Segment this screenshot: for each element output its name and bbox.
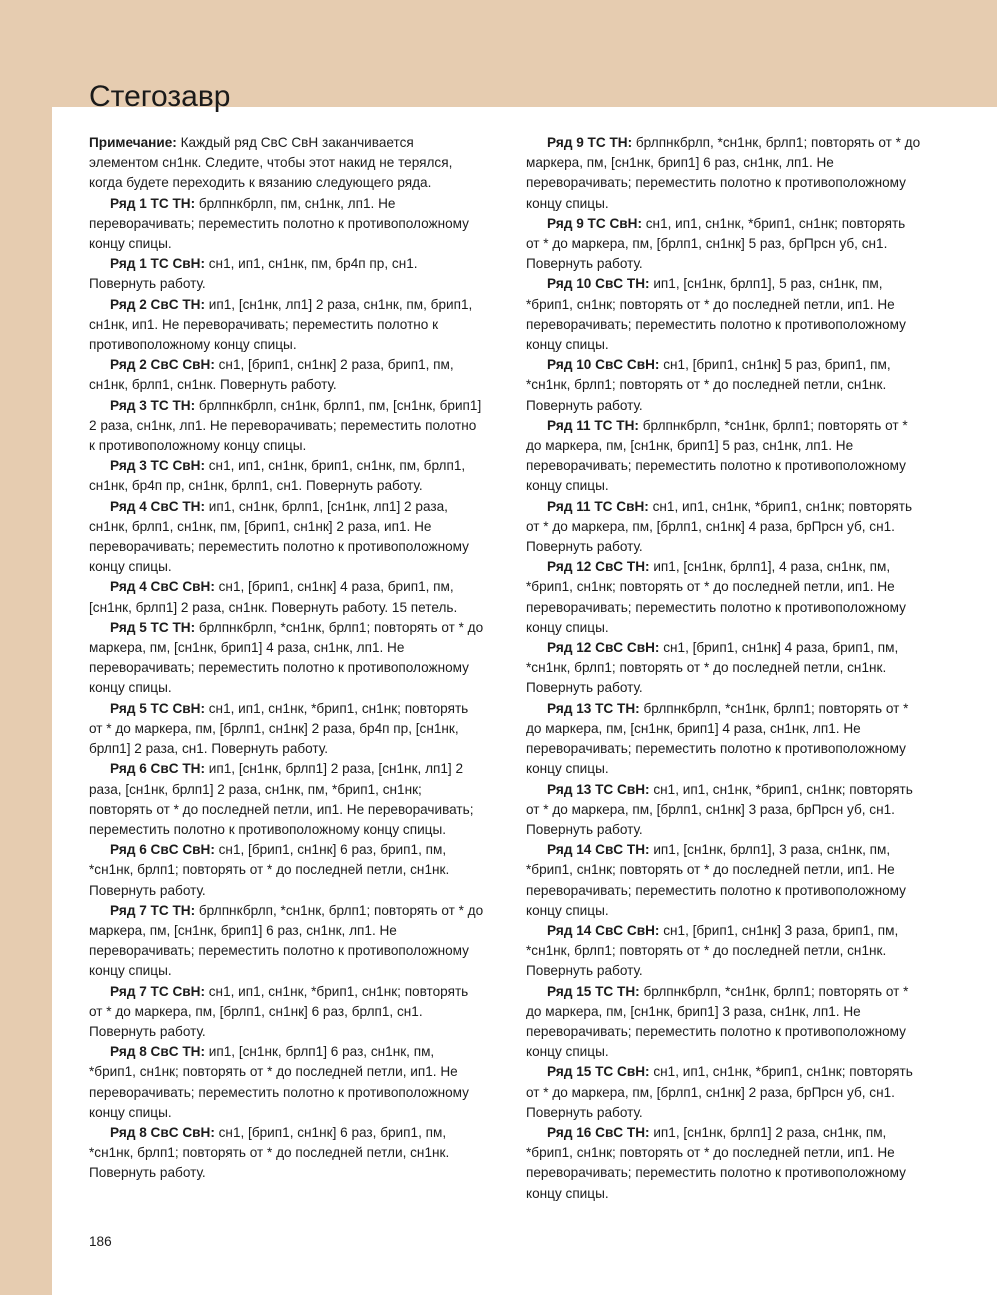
right-column	[526, 133, 921, 1204]
paragraph-text: брлпнкбрлп, *сн1нк, брлп1; повторять от * до маркера, пм, [сн1нк, брип1] 4 раза, сн1нк, лп1. Не переворачивать; переместить полотно к противоположному концу спицы.	[526, 700, 909, 777]
paragraph-text: сн1, [брип1, сн1нк] 2 раза, брип1, пм, сн1нк, брлп1, сн1нк. Повернуть работу.	[89, 357, 454, 393]
paragraph-text: брлпнкбрлп, пм, сн1нк, лп1. Не переворачивать; переместить полотно к противоположному концу спицы.	[89, 195, 469, 252]
paragraph-label: Ряд 6 СвС ТН:	[110, 761, 205, 777]
paragraph-text: брлпнкбрлп, *сн1нк, брлп1; повторять от * до маркера, пм, [сн1нк, брип1] 6 раз, сн1нк, лп1. Не переворачивать; переместить полотно к противоположному концу спицы.	[89, 902, 484, 979]
paragraph-label: Ряд 2 СвС ТН:	[110, 296, 205, 312]
paragraph-text: сн1, ип1, сн1нк, *брип1, сн1нк; повторять от * до маркера, пм, [брлп1, сн1нк] 6 раз, брлп1, сн1. Повернуть работу.	[89, 983, 469, 1039]
paragraph-text: Каждый ряд СвС СвН заканчивается элементом сн1нк. Следите, чтобы этот накид не терялся, когда будете переходить к вязанию следующего ряда.	[89, 135, 453, 191]
paragraph-label: Ряд 8 СвС СвН:	[110, 1124, 215, 1140]
paragraph-label: Ряд 13 ТС СвН:	[547, 781, 650, 797]
paragraph-row-8-svs-svn	[89, 1123, 484, 1184]
paragraph-text: сн1, ип1, сн1нк, брип1, сн1нк, пм, брлп1, сн1нк, бр4п пр, сн1нк, брлп1, сн1. Повернуть работу.	[89, 458, 466, 494]
paragraph-text: сн1, [брип1, сн1нк] 6 раз, брип1, пм, *сн1нк, брлп1; повторять от * до последней петли, сн1нк. Повернуть работу.	[89, 1124, 450, 1181]
paragraph-row-16-svs-tn	[526, 1123, 921, 1204]
paragraph-row-10-svs-svn	[526, 355, 921, 416]
paragraph-text: сн1, [брип1, сн1нк] 4 раза, брип1, пм, *сн1нк, брлп1; повторять от * до последней петли, сн1нк. Повернуть работу.	[526, 640, 899, 696]
paragraph-label: Ряд 5 ТС СвН:	[110, 700, 205, 716]
paragraph-text: сн1, ип1, сн1нк, пм, бр4п пр, сн1. Повернуть работу.	[89, 256, 418, 292]
paragraph-text: ип1, [сн1нк, брлп1], 4 раза, сн1нк, пм, *брип1, сн1нк; повторять от * до последней петли, ип1. Не переворачивать; переместить полотно к противоположному концу спицы.	[526, 559, 906, 635]
paragraph-text: сн1, [брип1, сн1нк] 5 раз, брип1, пм, *сн1нк, брлп1; повторять от * до последней петли, сн1нк. Повернуть работу.	[526, 357, 891, 413]
paragraph-row-3-ts-tn	[89, 396, 484, 457]
paragraph-text: брлпнкбрлп, сн1нк, брлп1, пм, [сн1нк, брип1] 2 раза, сн1нк, лп1. Не переворачивать; переместить полотно к противоположному концу спицы.	[89, 397, 482, 454]
paragraph-label: Ряд 12 СвС ТН:	[547, 559, 650, 575]
paragraph-text: сн1, ип1, сн1нк, *брип1, сн1нк; повторять от * до маркера, пм, [брлп1, сн1нк] 3 раза, брПрсн уб, сн1. Повернуть работу.	[526, 781, 913, 837]
left-color-strip	[0, 0, 52, 1295]
paragraph-row-4-svs-tn	[89, 497, 484, 578]
paragraph-row-12-svs-svn	[526, 638, 921, 699]
paragraph-label: Ряд 9 ТС СвН:	[547, 215, 642, 231]
paragraph-text: брлпнкбрлп, *сн1нк, брлп1; повторять от * до маркера, пм, [сн1нк, брип1] 3 раза, сн1нк, лп1. Не переворачивать; переместить полотно к противоположному концу спицы.	[526, 983, 909, 1060]
paragraph-row-14-svs-tn	[526, 840, 921, 921]
paragraph-row-15-ts-svn	[526, 1062, 921, 1123]
paragraph-text: ип1, [сн1нк, брлп1], 3 раза, сн1нк, пм, *брип1, сн1нк; повторять от * до последней петли, ип1. Не переворачивать; переместить полотно к противоположному концу спицы.	[526, 842, 906, 918]
paragraph-row-5-ts-tn	[89, 618, 484, 699]
paragraph-text: ип1, [сн1нк, брлп1] 2 раза, [сн1нк, лп1] 2 раза, [сн1нк, брлп1] 2 раза, сн1нк, пм, *брип1, сн1нк; повторять от * до последней петли, ип1. Не переворачивать; переместить полотно к противоположному концу спицы.	[89, 761, 474, 837]
left-column	[89, 133, 484, 1184]
paragraph-row-1-ts-svn	[89, 254, 484, 294]
paragraph-label: Ряд 8 СвС ТН:	[110, 1044, 205, 1060]
paragraph-label: Ряд 5 ТС ТН:	[110, 619, 196, 635]
paragraph-label: Ряд 1 ТС ТН:	[110, 195, 196, 211]
paragraph-label: Ряд 2 СвС СвН:	[110, 357, 215, 373]
paragraph-label: Ряд 1 ТС СвН:	[110, 256, 205, 272]
paragraph-text: ип1, [сн1нк, лп1] 2 раза, сн1нк, пм, брип1, сн1нк, ип1. Не переворачивать; переместить полотно к противоположному концу спицы.	[89, 296, 473, 353]
paragraph-text: ип1, [сн1нк, брлп1], 5 раз, сн1нк, пм, *брип1, сн1нк; повторять от * до последней петли, ип1. Не переворачивать; переместить полотно к противоположному концу спицы.	[526, 276, 906, 353]
page-number: 186	[89, 1234, 112, 1249]
paragraph-text: сн1, ип1, сн1нк, *брип1, сн1нк; повторять от * до маркера, пм, [брлп1, сн1нк] 2 раза, бр4п пр, [сн1нк, брлп1] 2 раза, сн1. Повернуть работу.	[89, 700, 469, 757]
paragraph-row-2-svs-svn	[89, 355, 484, 395]
paragraph-label: Ряд 3 ТС ТН:	[110, 397, 196, 413]
paragraph-row-13-ts-svn	[526, 780, 921, 841]
paragraph-row-15-ts-tn	[526, 982, 921, 1063]
paragraph-row-12-svs-tn	[526, 557, 921, 638]
paragraph-row-6-svs-svn	[89, 840, 484, 901]
paragraph-label: Ряд 11 ТС СвН:	[547, 498, 649, 514]
paragraph-row-11-ts-svn	[526, 497, 921, 558]
paragraph-label: Ряд 11 ТС ТН:	[547, 417, 639, 433]
paragraph-row-9-ts-tn	[526, 133, 921, 214]
paragraph-text: сн1, [брип1, сн1нк] 4 раза, брип1, пм, [сн1нк, брлп1] 2 раза, сн1нк. Повернуть работу. 15 петель.	[89, 579, 458, 615]
paragraph-row-10-svs-tn	[526, 274, 921, 355]
paragraph-label: Ряд 14 СвС ТН:	[547, 842, 650, 858]
paragraph-label: Ряд 3 ТС СвН:	[110, 458, 205, 474]
paragraph-label: Ряд 14 СвС СвН:	[547, 922, 660, 938]
paragraph-label: Ряд 15 ТС СвН:	[547, 1064, 650, 1080]
paragraph-row-5-ts-svn	[89, 699, 484, 760]
paragraph-row-13-ts-tn	[526, 699, 921, 780]
paragraph-text: брлпнкбрлп, *сн1нк, брлп1; повторять от * до маркера, пм, [сн1нк, брип1] 5 раз, сн1нк, лп1. Не переворачивать; переместить полотно к противоположному концу спицы.	[526, 417, 908, 494]
paragraph-text: ип1, [сн1нк, брлп1] 2 раза, сн1нк, пм, *брип1, сн1нк; повторять от * до последней петли, ип1. Не переворачивать; переместить полотно к противоположному концу спицы.	[526, 1124, 906, 1201]
paragraph-text: брлпнкбрлп, *сн1нк, брлп1; повторять от * до маркера, пм, [сн1нк, брип1] 4 раза, сн1нк, лп1. Не переворачивать; переместить полотно к противоположному концу спицы.	[89, 619, 484, 696]
paragraph-text: сн1, [брип1, сн1нк] 3 раза, брип1, пм, *сн1нк, брлп1; повторять от * до последней петли, сн1нк. Повернуть работу.	[526, 922, 899, 979]
paragraph-text: сн1, ип1, сн1нк, *брип1, сн1нк; повторять от * до маркера, пм, [брлп1, сн1нк] 2 раза, брПрсн уб, сн1. Повернуть работу.	[526, 1064, 913, 1120]
paragraph-text: сн1, ип1, сн1нк, *брип1, сн1нк; повторять от * до маркера, пм, [брлп1, сн1нк] 5 раз, брПрсн уб, сн1. Повернуть работу.	[526, 215, 906, 272]
paragraph-row-1-ts-tn	[89, 194, 484, 255]
paragraph-row-7-ts-svn	[89, 982, 484, 1043]
paragraph-label: Ряд 10 СвС ТН:	[547, 276, 650, 292]
paragraph-row-3-ts-svn	[89, 456, 484, 496]
paragraph-label: Ряд 13 ТС ТН:	[547, 700, 640, 716]
paragraph-label: Ряд 16 СвС ТН:	[547, 1124, 650, 1140]
paragraph-label: Ряд 4 СвС ТН:	[110, 498, 205, 514]
paragraph-label: Ряд 10 СвС СвН:	[547, 357, 660, 373]
paragraph-label: Ряд 15 ТС ТН:	[547, 983, 640, 999]
paragraph-label: Ряд 6 СвС СвН:	[110, 842, 215, 858]
paragraph-text: ип1, сн1нк, брлп1, [сн1нк, лп1] 2 раза, сн1нк, брлп1, сн1нк, пм, [брип1, сн1нк] 2 раза, ип1. Не переворачивать; переместить полотно к противоположному концу спицы.	[89, 498, 469, 575]
paragraph-text: ип1, [сн1нк, брлп1] 6 раз, сн1нк, пм, *брип1, сн1нк; повторять от * до последней петли, ип1. Не переворачивать; переместить полотно к противоположному концу спицы.	[89, 1044, 469, 1120]
paragraph-text: брлпнкбрлп, *сн1нк, брлп1; повторять от * до маркера, пм, [сн1нк, брип1] 6 раз, сн1нк, лп1. Не переворачивать; переместить полотно к противоположному концу спицы.	[526, 135, 921, 211]
paragraph-note	[89, 133, 484, 194]
paragraph-label: Примечание:	[89, 135, 177, 150]
paragraph-label: Ряд 7 ТС СвН:	[110, 983, 205, 999]
page-title: Стегозавр	[89, 80, 231, 113]
paragraph-row-8-svs-tn	[89, 1042, 484, 1123]
paragraph-label: Ряд 9 ТС ТН:	[547, 135, 633, 150]
paragraph-row-14-svs-svn	[526, 921, 921, 982]
paragraph-label: Ряд 7 ТС ТН:	[110, 902, 196, 918]
paragraph-row-6-svs-tn	[89, 759, 484, 840]
paragraph-label: Ряд 12 СвС СвН:	[547, 640, 660, 656]
paragraph-row-9-ts-svn	[526, 214, 921, 275]
paragraph-row-7-ts-tn	[89, 901, 484, 982]
paragraph-text: сн1, ип1, сн1нк, *брип1, сн1нк; повторять от * до маркера, пм, [брлп1, сн1нк] 4 раза, брПрсн уб, сн1. Повернуть работу.	[526, 498, 913, 555]
paragraph-text: сн1, [брип1, сн1нк] 6 раз, брип1, пм, *сн1нк, брлп1; повторять от * до последней петли, сн1нк. Повернуть работу.	[89, 842, 450, 898]
paragraph-row-4-svs-svn	[89, 577, 484, 617]
paragraph-row-11-ts-tn	[526, 416, 921, 497]
paragraph-row-2-svs-tn	[89, 295, 484, 356]
paragraph-label: Ряд 4 СвС СвН:	[110, 579, 215, 595]
